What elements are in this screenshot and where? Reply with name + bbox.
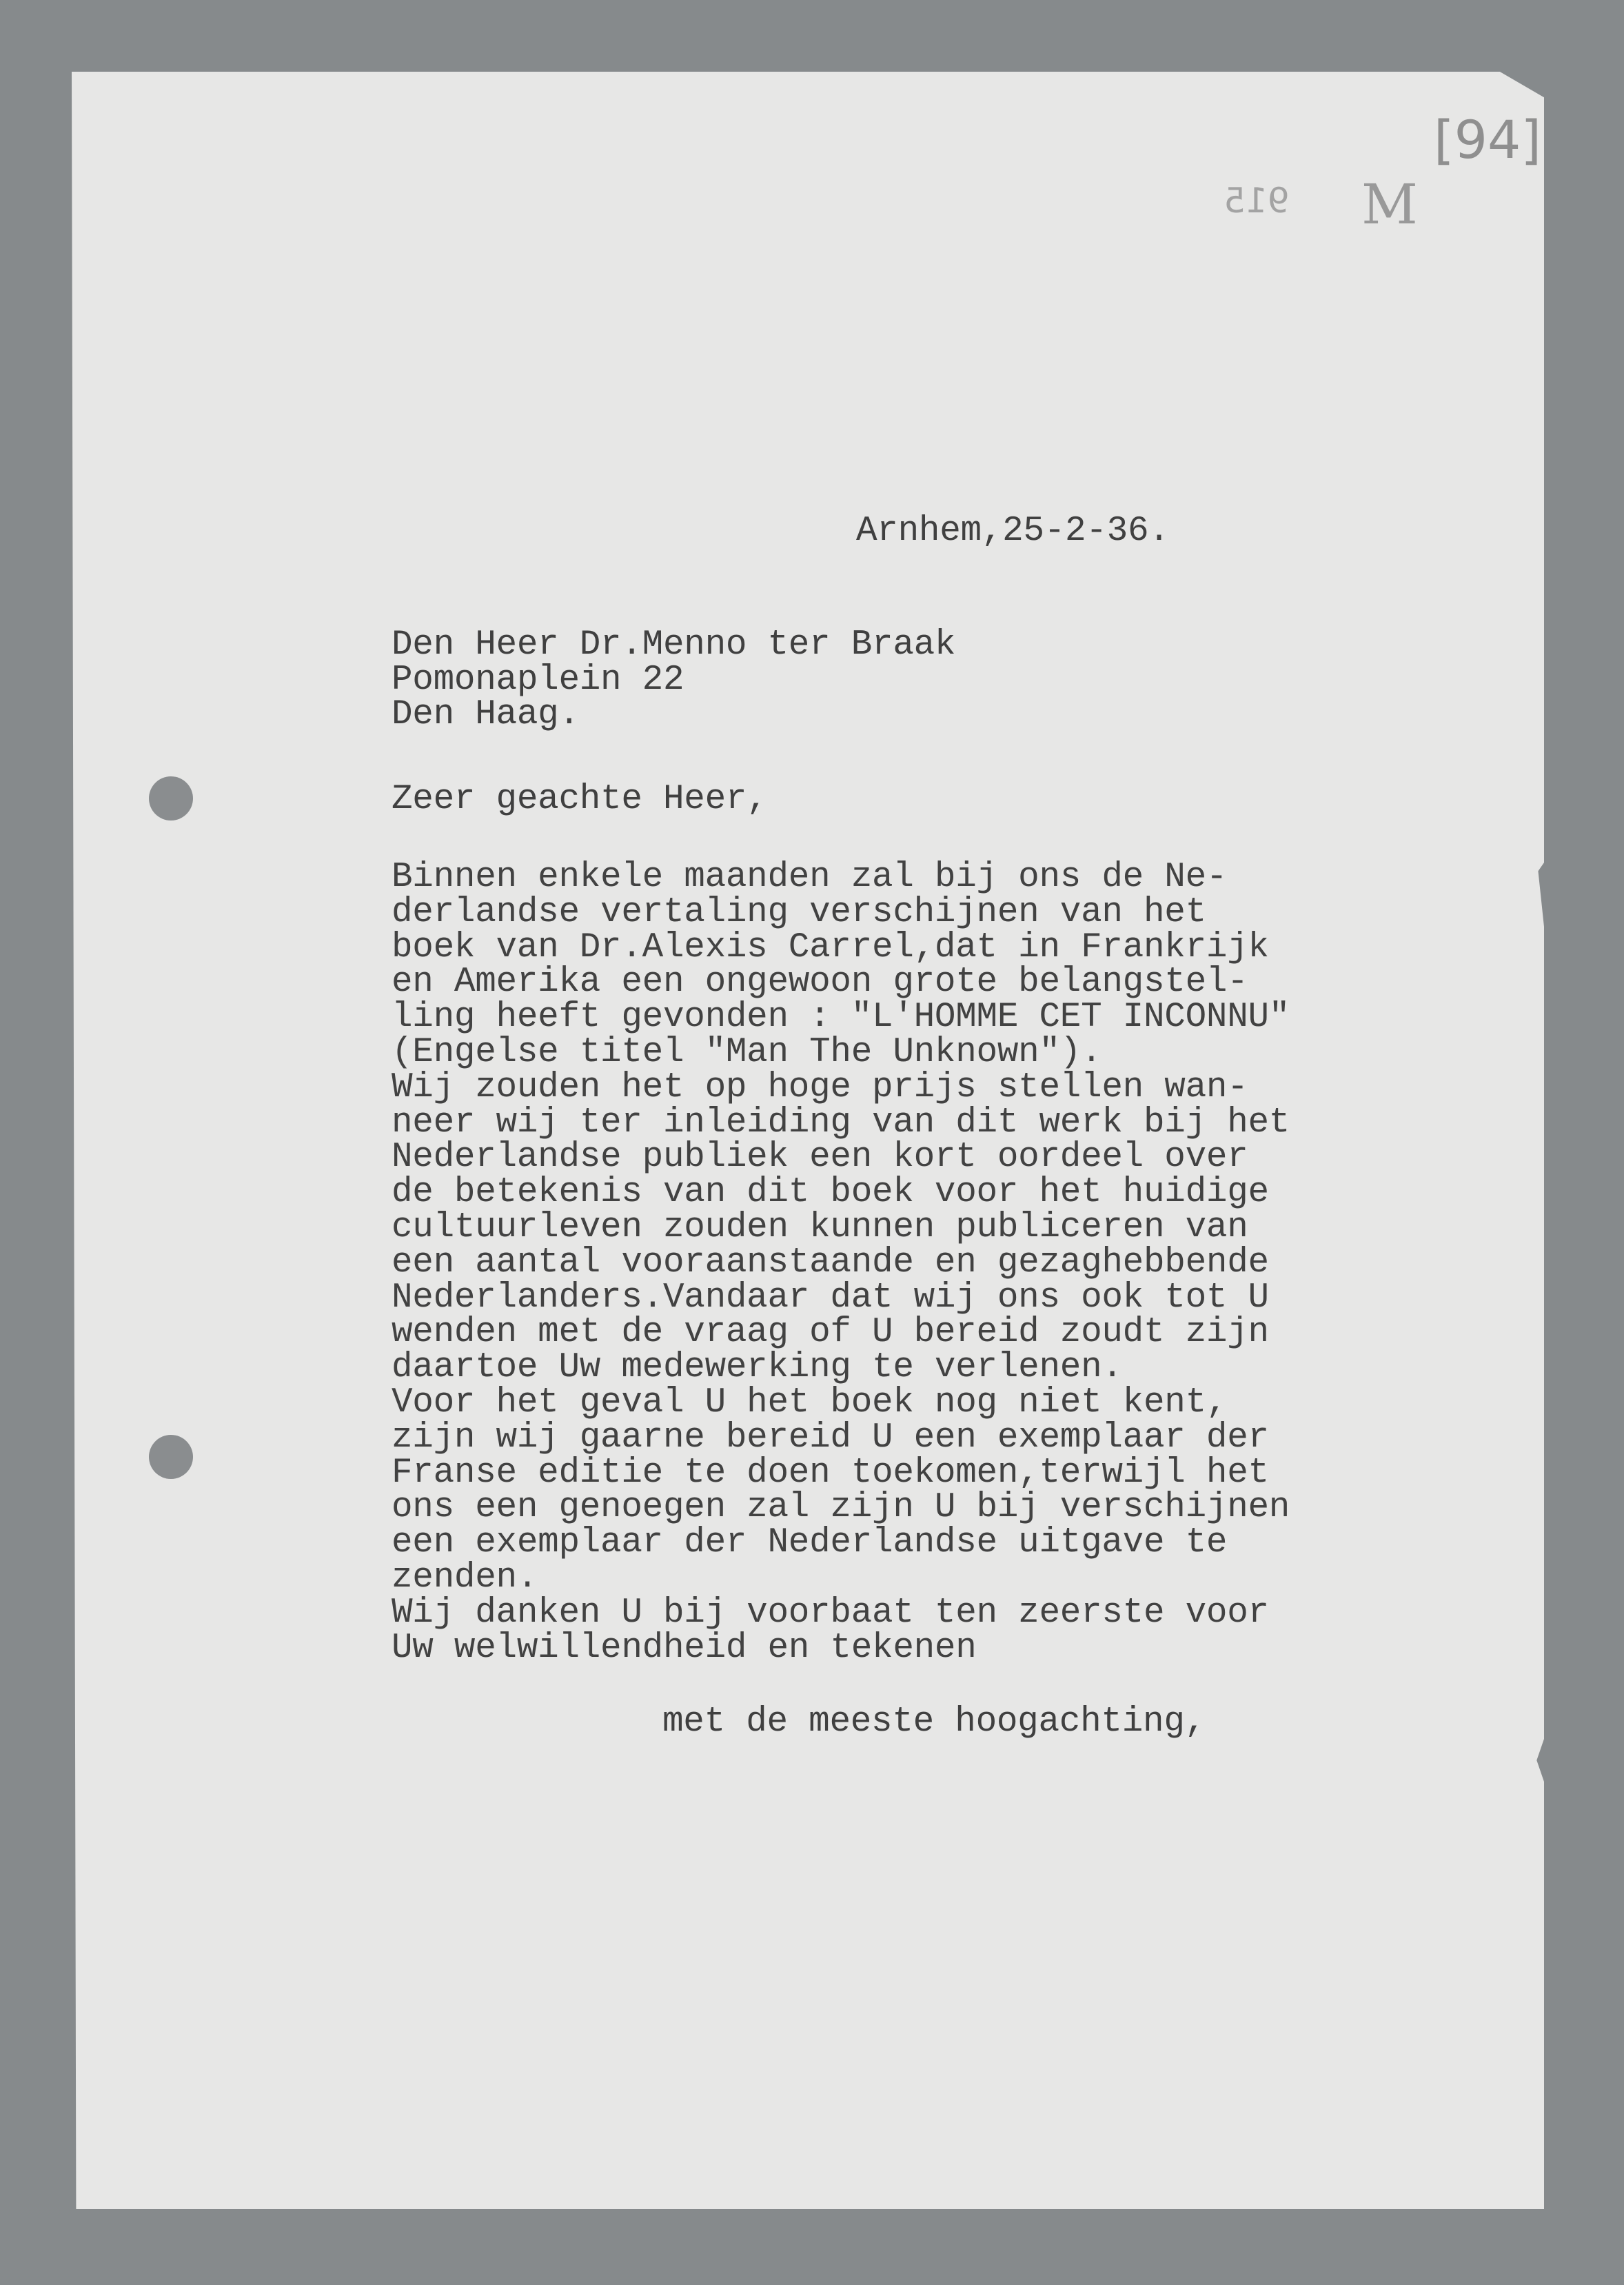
body-line: derlandse vertaling verschijnen van het [392,892,1206,932]
body-line: cultuurleven zouden kunnen publiceren van [392,1207,1248,1247]
body-line: een exemplaar der Nederlandse uitgave te [392,1523,1228,1563]
body-line: Wij zouden het op hoge prijs stellen wan- [392,1067,1248,1107]
letter-body [392,860,1290,1666]
body-line: Uw welwillendheid en tekenen [392,1628,977,1668]
address-line-name: Den Heer Dr.Menno ter Braak [392,625,956,665]
body-line: Franse editie te doen toekomen,terwijl het [392,1453,1269,1493]
body-line: Nederlanders.Vandaar dat wij ons ook tot U [392,1278,1269,1318]
closing: met de meeste hoogachting, [662,1702,1206,1742]
body-line: wenden met de vraag of U bereid zoudt zijn [392,1313,1269,1353]
body-line: ons een genoegen zal zijn U bij verschijnen [392,1488,1290,1528]
body-line: boek van Dr.Alexis Carrel,dat in Frankrijk [392,927,1269,967]
punch-hole-bottom [149,1435,193,1479]
address-line-city: Den Haag. [392,695,580,734]
address-line-street: Pomonaplein 22 [392,661,684,700]
body-line: neer wij ter inleiding van dit werk bij het [392,1103,1290,1142]
place-date: Arnhem,25-2-36. [856,512,1170,551]
body-line: ling heeft gevonden : "L'HOMME CET INCONNU" [392,998,1290,1038]
mirrored-number-annotation: 915 [1224,181,1290,221]
body-line: en Amerika een ongewoon grote belangstel- [392,963,1248,1003]
body-line: zijn wij gaarne bereid U een exemplaar der [392,1418,1269,1458]
archive-number-annotation: [94] [1434,109,1542,170]
monogram-annotation: M [1361,172,1418,236]
body-line: Nederlandse publiek een kort oordeel over [392,1138,1248,1178]
punch-hole-top [149,776,193,821]
body-line: Wij danken U bij voorbaat ten zeerste voor [392,1593,1269,1633]
body-line: Binnen enkele maanden zal bij ons de Ne- [392,858,1228,897]
body-line: (Engelse titel "Man The Unknown"). [392,1032,1102,1072]
body-line: zenden. [392,1558,538,1598]
body-line: de betekenis van dit boek voor het huidige [392,1173,1269,1213]
body-line: daartoe Uw medewerking te verlenen. [392,1348,1123,1388]
salutation: Zeer geachte Heer, [392,780,768,819]
body-line: een aantal vooraanstaande en gezaghebbende [392,1242,1269,1282]
body-line: Voor het geval U het boek nog niet kent, [392,1382,1228,1422]
